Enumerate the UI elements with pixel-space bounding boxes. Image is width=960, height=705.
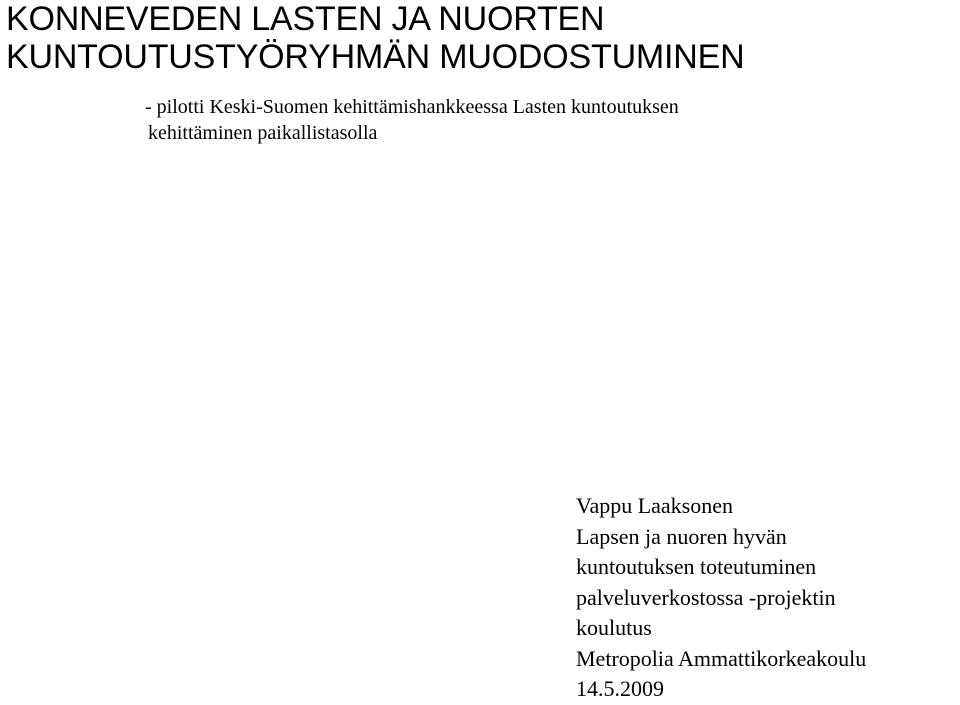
project-line-3: palveluverkostossa -projektin xyxy=(576,584,836,610)
subtitle-line-2: kehittäminen paikallistasolla xyxy=(148,122,378,144)
institution: Metropolia Ammattikorkeakoulu xyxy=(576,645,867,671)
project-line-1: Lapsen ja nuoren hyvän xyxy=(576,523,787,549)
subtitle-line-1: - pilotti Keski-Suomen kehittämishankkeessa Lasten kuntoutuksen xyxy=(145,96,679,118)
title-line-2: KUNTOUTUSTYÖRYHMÄN MUODOSTUMINEN xyxy=(6,38,745,76)
document-date: 14.5.2009 xyxy=(576,676,664,701)
title-line-1: KONNEVEDEN LASTEN JA NUORTEN xyxy=(6,0,605,38)
project-line-4: koulutus xyxy=(576,615,652,640)
author-name: Vappu Laaksonen xyxy=(576,493,734,518)
document-subtitle xyxy=(145,94,679,146)
project-line-2: kuntoutuksen toteutuminen xyxy=(576,554,817,579)
document-title xyxy=(6,0,744,76)
author-info xyxy=(576,491,866,705)
